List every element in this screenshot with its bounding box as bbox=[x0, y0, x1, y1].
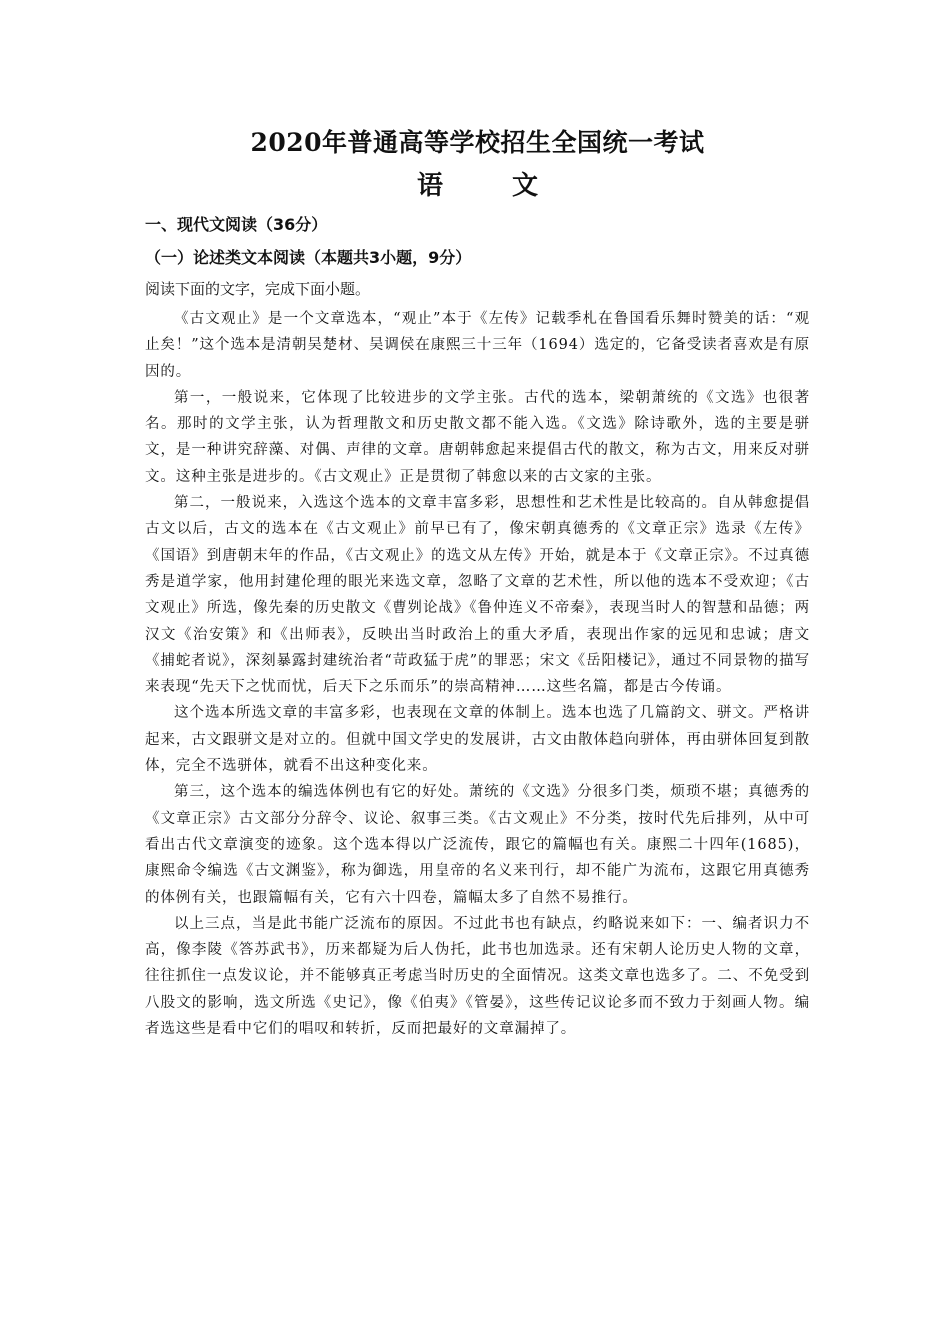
sub-section-heading: （一）论述类文本阅读（本题共3小题，9分） bbox=[145, 248, 472, 267]
passage-paragraph: 第一，一般说来，它体现了比较进步的文学主张。古代的选本，梁朝萧统的《文选》也很著名。那时的文学主张，认为哲理散文和历史散文都不能入选。《文选》除诗歌外，选的主要是骈文，是一种讲究辞藻、对偶、声律的文章。唐朝韩愈起来提倡古代的散文，称为古文，用来反对骈文。这种主张是进步的。《古文观止》正是贯彻了韩愈以来的古文家的主张。 bbox=[145, 389, 810, 485]
reading-instruction: 阅读下面的文字，完成下面小题。 bbox=[145, 280, 371, 298]
reading-passage bbox=[145, 306, 810, 1042]
subject-title: 语 文 bbox=[416, 171, 569, 201]
passage-paragraph: 这个选本所选文章的丰富多彩，也表现在文章的体制上。选本也选了几篇韵文、骈文。严格讲起来，古文跟骈文是对立的。但就中国文学史的发展讲，古文由散体趋向骈体，再由骈体回复到散体，完全不选骈体，就看不出这种变化来。 bbox=[145, 705, 810, 775]
passage-paragraph: 第二，一般说来，入选这个选本的文章丰富多彩，思想性和艺术性是比较高的。自从韩愈提倡古文以后，古文的选本在《古文观止》前早已有了，像宋朝真德秀的《文章正宗》选录《左传》《国语》到唐朝末年的作品，《古文观止》的选文从左传》开始，就是本于《文章正宗》。不过真德秀是道学家，他用封建伦理的眼光来选文章，忽略了文章的艺术性，所以他的选本不受欢迎；《古文观止》所选，像先秦的历史散文《曹刿论战》《鲁仲连义不帝秦》，表现当时人的智慧和品德；两汉文《治安策》和《出师表》，反映出当时政治上的重大矛盾，表现出作家的远见和忠诚；唐文《捕蛇者说》，深刻暴露封建统治者“苛政猛于虎”的罪恶；宋文《岳阳楼记》，通过不同景物的描写来表现“先天下之忧而忧，后天下之乐而乐”的崇高精神……这些名篇，都是古今传诵。 bbox=[145, 495, 810, 696]
passage-paragraph: 第三，这个选本的编选体例也有它的好处。萧统的《文选》分很多门类，烦琐不堪；真德秀的《文章正宗》古文部分分辞令、议论、叙事三类。《古文观止》不分类，按时代先后排列，从中可看出古代文章演变的迹象。这个选本得以广泛流传，跟它的篇幅也有关。康熙二十四年(1685)，康熙命令编选《古文渊鉴》，称为御选，用皇帝的名义来刊行，却不能广为流布，这跟它用真德秀的体例有关，也跟篇幅有关，它有六十四卷，篇幅太多了自然不易推行。 bbox=[145, 784, 810, 906]
exam-title: 2020年普通高等学校招生全国统一考试 bbox=[250, 128, 705, 157]
section-heading: 一、现代文阅读（36分） bbox=[145, 215, 328, 234]
passage-paragraph: 以上三点，当是此书能广泛流布的原因。不过此书也有缺点，约略说来如下：一、编者识力不高，像李陵《答苏武书》，历来都疑为后人伪托，此书也加选录。还有宋朝人论历史人物的文章，往往抓住一点发议论，并不能够真正考虑当时历史的全面情况。这类文章也选多了。二、不免受到八股文的影响，选文所选《史记》，像《伯夷》《管晏》，这些传记议论多而不致力于刻画人物。编者选这些是看中它们的唱叹和转折，反而把最好的文章漏掉了。 bbox=[145, 915, 810, 1038]
passage-paragraph: 《古文观止》是一个文章选本，“观止”本于《左传》记载季札在鲁国看乐舞时赞美的话：“观止矣！”这个选本是清朝吴楚材、吴调侯在康熙三十三年（1694）选定的，它备受读者喜欢是有原因的。 bbox=[145, 311, 810, 380]
